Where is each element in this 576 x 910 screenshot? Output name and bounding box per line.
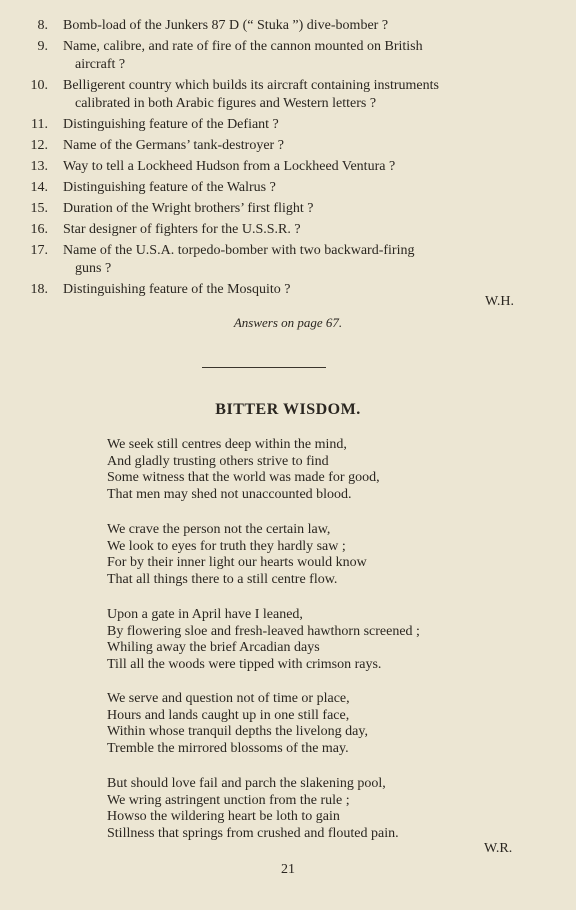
poem-line: We look to eyes for truth they hardly saw ; [107, 538, 346, 554]
question-text [63, 221, 538, 239]
poem-line: We seek still centres deep within the mind, [107, 437, 347, 452]
question-text [63, 17, 538, 35]
poem-line: We serve and question not of time or place, [107, 691, 350, 706]
question-number: 15. [30, 201, 48, 216]
question-text [63, 137, 538, 155]
question-line: Star designer of fighters for the U.S.S.R. ? [63, 222, 301, 237]
poem-line: That men may shed not unaccounted blood. [107, 486, 352, 502]
question-text [63, 77, 538, 113]
poem-line: But should love fail and parch the slakening pool, [107, 776, 386, 791]
poem-stanza [107, 522, 527, 588]
question-number: 8. [37, 18, 48, 33]
poem-line: For by their inner light our hearts would know [107, 555, 367, 570]
poem-line: Within whose tranquil depths the livelong day, [107, 724, 368, 739]
page-number: 21 [281, 862, 295, 877]
question-line: Distinguishing feature of the Mosquito ? [63, 282, 291, 297]
question-line: Duration of the Wright brothers’ first flight ? [63, 201, 314, 216]
section-divider [202, 367, 326, 368]
poem-line: And gladly trusting others strive to find [107, 453, 329, 469]
question-line: Name, calibre, and rate of fire of the cannon mounted on British [63, 39, 423, 54]
question-line: Belligerent country which builds its aircraft containing instruments [63, 78, 439, 93]
poem-line: Tremble the mirrored blossoms of the may. [107, 740, 349, 756]
poem-stanza [107, 776, 527, 842]
question-line: aircraft ? [75, 57, 126, 72]
quiz-signature: W.H. [485, 294, 515, 309]
question-number: 14. [30, 180, 48, 195]
question-line: guns ? [75, 261, 112, 276]
question-line: Bomb-load of the Junkers 87 D (“ Stuka ”) dive-bomber ? [63, 18, 389, 33]
poem-line: By flowering sloe and fresh-leaved hawthorn screened ; [107, 623, 420, 639]
question-text [63, 281, 538, 299]
question-line: calibrated in both Arabic figures and Western letters ? [75, 96, 377, 111]
question-number: 9. [37, 39, 48, 54]
question-line: Distinguishing feature of the Defiant ? [63, 117, 279, 132]
poem-line: Whiling away the brief Arcadian days [107, 640, 320, 655]
question-text [63, 116, 538, 134]
poem-line: We wring astringent unction from the rule ; [107, 792, 350, 808]
poem-line: Till all the woods were tipped with crimson rays. [107, 656, 382, 672]
question-number: 12. [30, 138, 48, 153]
poem-line: Some witness that the world was made for good, [107, 470, 380, 485]
poem-line: Stillness that springs from crushed and flouted pain. [107, 825, 399, 841]
question-text [63, 38, 538, 74]
question-number: 18. [30, 282, 48, 297]
poem-stanza [107, 437, 527, 503]
poem-stanza [107, 691, 527, 757]
poem-signature: W.R. [484, 841, 513, 856]
question-text [63, 158, 538, 176]
question-number: 10. [30, 78, 48, 93]
poem-stanza [107, 607, 527, 673]
question-number: 11. [31, 117, 48, 132]
poem-line: Hours and lands caught up in one still face, [107, 707, 350, 723]
poem-title: BITTER WISDOM. [215, 401, 361, 418]
question-number: 13. [30, 159, 48, 174]
answers-note: Answers on page 67. [233, 315, 343, 330]
poem-line: That all things there to a still centre flow. [107, 571, 338, 587]
question-line: Name of the U.S.A. torpedo-bomber with two backward-firing [63, 243, 415, 258]
question-line: Name of the Germans’ tank-destroyer ? [63, 138, 284, 153]
question-number: 16. [30, 222, 48, 237]
question-text [63, 242, 538, 278]
question-text [63, 179, 538, 197]
poem-line: Upon a gate in April have I leaned, [107, 607, 303, 622]
question-number: 17. [30, 243, 48, 258]
question-line: Way to tell a Lockheed Hudson from a Lockheed Ventura ? [63, 159, 396, 174]
question-text [63, 200, 538, 218]
poem-line: Howso the wildering heart be loth to gain [107, 809, 340, 824]
poem-line: We crave the person not the certain law, [107, 522, 331, 537]
question-line: Distinguishing feature of the Walrus ? [63, 180, 276, 195]
